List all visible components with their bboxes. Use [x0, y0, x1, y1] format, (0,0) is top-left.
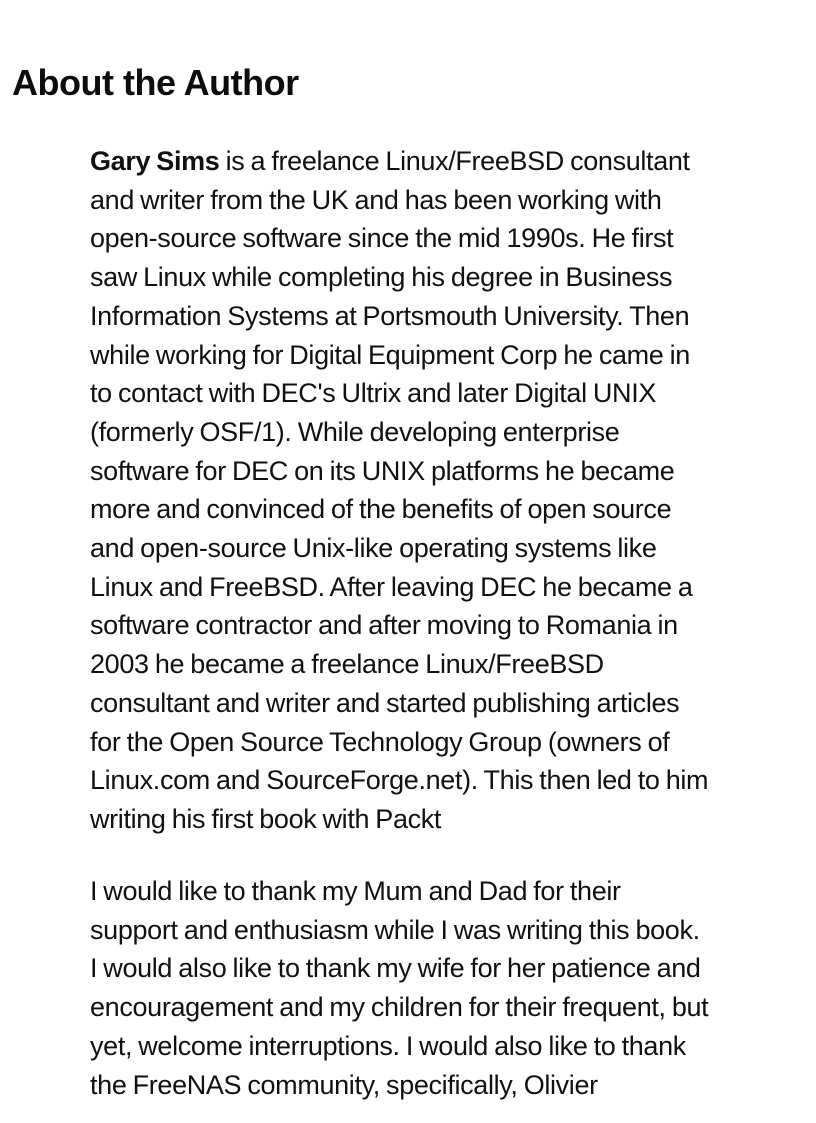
bio-line: software for DEC on its UNIX platforms he became: [90, 455, 675, 486]
bio-line: (formerly OSF/1). While developing enterprise: [90, 416, 620, 447]
bio-line: and writer from the UK and has been working with: [90, 184, 662, 215]
ack-line: encouragement and my children for their frequent, but: [90, 992, 709, 1023]
author-name: Gary Sims: [90, 146, 220, 176]
bio-line-text: is a freelance Linux/FreeBSD consultant: [219, 146, 690, 176]
author-bio-paragraph: [90, 142, 806, 839]
bio-line: and open-source Unix-like operating systems like: [90, 533, 657, 564]
ack-line: the FreeNAS community, specifically, Olivier: [90, 1069, 598, 1100]
bio-line: more and convinced of the benefits of open source: [90, 494, 672, 525]
bio-line: software contractor and after moving to Romania in: [90, 610, 678, 641]
ack-line: yet, welcome interruptions. I would also like to thank: [90, 1030, 686, 1061]
ack-line: I would like to thank my Mum and Dad for their: [90, 876, 621, 906]
bio-line: while working for Digital Equipment Corp he came in: [90, 339, 690, 370]
bio-line: Linux and FreeBSD. After leaving DEC he became a: [90, 571, 693, 602]
bio-line: to contact with DEC's Ultrix and later Digital UNIX: [90, 378, 657, 409]
bio-line: open-source software since the mid 1990s. He first: [90, 223, 674, 254]
section-heading: About the Author: [12, 62, 299, 103]
bio-line: [90, 142, 806, 181]
ack-line: I would also like to thank my wife for her patience and: [90, 953, 701, 984]
bio-line: writing his first book with Packt: [90, 803, 442, 834]
ack-line: support and enthusiasm while I was writing this book.: [90, 914, 700, 945]
bio-line: saw Linux while completing his degree in Business: [90, 262, 673, 293]
bio-line: 2003 he became a freelance Linux/FreeBSD: [90, 649, 604, 680]
bio-line: Information Systems at Portsmouth University. Then: [90, 300, 690, 331]
bio-line: Linux.com and SourceForge.net). This then led to him: [90, 765, 709, 796]
bio-line: consultant and writer and started publishing articles: [90, 687, 680, 718]
acknowledgements-paragraph: [90, 872, 806, 1104]
bio-line: for the Open Source Technology Group (owners of: [90, 726, 670, 757]
